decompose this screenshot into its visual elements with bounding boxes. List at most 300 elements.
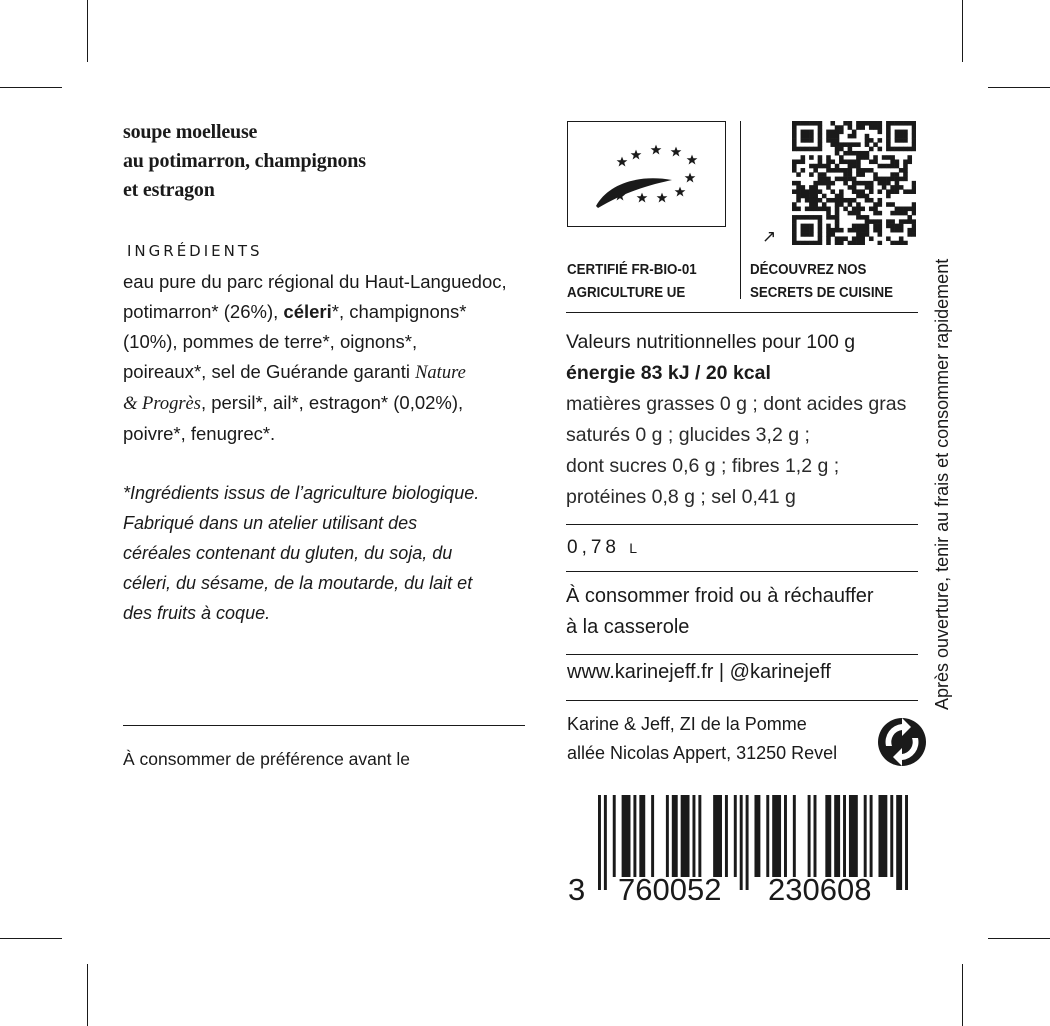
qr-module xyxy=(818,228,823,233)
qr-module xyxy=(907,159,912,164)
qr-module xyxy=(895,134,900,139)
qr-module xyxy=(830,228,835,233)
qr-module xyxy=(801,134,806,139)
qr-module xyxy=(903,138,908,143)
qr-module xyxy=(796,185,801,190)
qr-module xyxy=(856,151,861,156)
qr-module xyxy=(809,232,814,237)
qr-module xyxy=(882,181,887,186)
qr-module xyxy=(869,198,874,203)
barcode-bar xyxy=(896,795,902,890)
qr-module xyxy=(852,159,857,164)
qr-module xyxy=(852,177,857,182)
qr-module xyxy=(912,219,916,224)
qr-module xyxy=(813,215,818,220)
qr-module xyxy=(809,130,814,135)
qr-module xyxy=(826,177,831,182)
barcode-bar xyxy=(825,795,831,877)
qr-module xyxy=(912,232,916,237)
qr-module xyxy=(856,164,861,169)
barcode-bar xyxy=(878,795,887,877)
qr-module xyxy=(826,215,831,220)
qr-module xyxy=(860,207,865,212)
qr-module xyxy=(835,198,840,203)
qr-module xyxy=(865,232,870,237)
qr-module xyxy=(826,211,831,216)
qr-module xyxy=(843,236,848,241)
note-line: Fabriqué dans un atelier utilisant des xyxy=(123,513,418,533)
barcode-bar xyxy=(905,795,908,890)
qr-module xyxy=(805,194,810,199)
qr-module xyxy=(792,134,797,139)
qr-module xyxy=(805,224,810,229)
qr-module xyxy=(856,172,861,177)
qr-module xyxy=(830,121,835,126)
qr-module xyxy=(890,164,895,169)
qr-module xyxy=(886,177,891,182)
qr-module xyxy=(912,130,916,135)
qr-module xyxy=(912,228,916,233)
qr-module xyxy=(848,202,853,207)
qr-module xyxy=(865,185,870,190)
qr-module xyxy=(818,189,823,194)
crop-mark xyxy=(962,964,963,1026)
qr-module xyxy=(852,236,857,241)
qr-module xyxy=(818,134,823,139)
qr-module xyxy=(818,147,823,152)
qr-module xyxy=(895,147,900,152)
qr-module xyxy=(805,121,810,126)
qr-module xyxy=(843,207,848,212)
qr-module xyxy=(886,155,891,160)
qr-module xyxy=(912,211,916,216)
qr-module xyxy=(835,138,840,143)
qr-module xyxy=(801,185,806,190)
qr-module xyxy=(848,164,853,169)
qr-module xyxy=(826,168,831,173)
barcode-bar xyxy=(598,795,601,890)
qr-module xyxy=(848,142,853,147)
qr-module xyxy=(835,142,840,147)
qr-module xyxy=(835,125,840,130)
qr-module xyxy=(801,168,806,173)
qr-module xyxy=(865,138,870,143)
barcode-bar xyxy=(808,795,811,877)
qr-module xyxy=(826,198,831,203)
ingredients-line: (10%), pommes de terre*, oignons*, xyxy=(123,331,418,352)
qr-module xyxy=(792,219,797,224)
qr-module xyxy=(848,147,853,152)
qr-module xyxy=(856,236,861,241)
divider xyxy=(566,654,918,655)
arrow-icon: ↗ xyxy=(762,227,777,247)
barcode-bar xyxy=(613,795,616,877)
qr-module xyxy=(813,207,818,212)
qr-module xyxy=(848,177,853,182)
divider xyxy=(566,700,918,701)
qr-module xyxy=(878,130,883,135)
qr-module xyxy=(801,159,806,164)
qr-module xyxy=(912,125,916,130)
crop-mark xyxy=(962,0,963,62)
barcode-bar xyxy=(843,795,846,877)
volume-unit: L xyxy=(629,540,642,556)
title-line: soupe moelleuse xyxy=(123,121,258,143)
qr-module xyxy=(856,207,861,212)
qr-module xyxy=(801,194,806,199)
allergen-note xyxy=(123,478,533,628)
qr-module xyxy=(813,181,818,186)
qr-module xyxy=(856,202,861,207)
qr-module xyxy=(852,185,857,190)
qr-module xyxy=(792,224,797,229)
qr-module xyxy=(826,236,831,241)
qr-module xyxy=(792,241,797,245)
qr-module xyxy=(839,236,844,241)
qr-module xyxy=(813,194,818,199)
qr-module xyxy=(907,155,912,160)
qr-module xyxy=(886,130,891,135)
qr-module xyxy=(903,219,908,224)
qr-module xyxy=(839,142,844,147)
qr-module xyxy=(873,219,878,224)
qr-module xyxy=(822,172,827,177)
qr-module xyxy=(890,224,895,229)
qr-module xyxy=(890,241,895,245)
ingredients-line: potimarron* (26%), céleri*, champignons* xyxy=(123,301,467,322)
qr-module xyxy=(826,224,831,229)
note-line: céréales contenant du gluten, du soja, du xyxy=(123,543,453,563)
qr-module xyxy=(869,207,874,212)
qr-module xyxy=(869,168,874,173)
qr-module xyxy=(903,147,908,152)
qr-module xyxy=(839,177,844,182)
qr-module xyxy=(826,181,831,186)
qr-module xyxy=(865,142,870,147)
qr-module xyxy=(839,130,844,135)
crop-mark xyxy=(0,87,62,88)
qr-module xyxy=(865,224,870,229)
website-link[interactable]: www.karinejeff.fr | @karinejeff xyxy=(567,661,831,683)
qr-module xyxy=(835,211,840,216)
qr-module xyxy=(852,142,857,147)
qr-module xyxy=(822,177,827,182)
qr-module xyxy=(792,125,797,130)
qr-module xyxy=(818,142,823,147)
qr-module xyxy=(852,241,857,245)
qr-module xyxy=(835,215,840,220)
qr-module xyxy=(843,198,848,203)
ingredients-line: poireaux*, sel de Guérande garanti Nature xyxy=(123,361,466,383)
qr-module xyxy=(899,219,904,224)
qr-module xyxy=(801,147,806,152)
qr-module xyxy=(873,177,878,182)
nutrition-line: matières grasses 0 g ; dont acides gras xyxy=(566,393,907,415)
qr-module xyxy=(848,151,853,156)
qr-module xyxy=(886,181,891,186)
qr-module xyxy=(848,121,853,126)
barcode-bar xyxy=(725,795,728,877)
qr-module xyxy=(818,121,823,126)
qr-module xyxy=(878,241,883,245)
qr-module xyxy=(899,130,904,135)
qr-module xyxy=(895,211,900,216)
nutrition-line: dont sucres 0,6 g ; fibres 1,2 g ; xyxy=(566,455,840,477)
qr-module xyxy=(890,211,895,216)
qr-module xyxy=(792,130,797,135)
barcode-bar xyxy=(772,795,781,877)
qr-module xyxy=(852,224,857,229)
qr-module xyxy=(899,168,904,173)
qr-module xyxy=(805,228,810,233)
qr-module xyxy=(890,202,895,207)
qr-module xyxy=(813,164,818,169)
qr-module xyxy=(860,236,865,241)
qr-module xyxy=(912,134,916,139)
qr-module xyxy=(852,211,857,216)
barcode-bar xyxy=(740,795,743,890)
qr-module xyxy=(818,198,823,203)
qr-module xyxy=(792,202,797,207)
qr-module xyxy=(801,138,806,143)
qr-module xyxy=(818,236,823,241)
qr-module xyxy=(878,202,883,207)
qr-module xyxy=(878,177,883,182)
qr-module xyxy=(809,172,814,177)
qr-module xyxy=(912,224,916,229)
barcode-bar xyxy=(834,795,840,877)
qr-module xyxy=(830,138,835,143)
qr-module xyxy=(890,189,895,194)
qr-module xyxy=(792,159,797,164)
qr-module xyxy=(818,130,823,135)
qr-module xyxy=(886,194,891,199)
qr-module xyxy=(856,121,861,126)
qr-module xyxy=(886,202,891,207)
qr-module xyxy=(830,142,835,147)
qr-module xyxy=(912,189,916,194)
cert-line: CERTIFIÉ FR-BIO-01 xyxy=(567,262,697,278)
qr-module xyxy=(860,155,865,160)
qr-module xyxy=(835,151,840,156)
qr-module xyxy=(865,219,870,224)
qr-module xyxy=(805,215,810,220)
qr-module xyxy=(895,189,900,194)
qr-module xyxy=(818,155,823,160)
qr-module xyxy=(865,181,870,186)
qr-module xyxy=(809,164,814,169)
qr-module xyxy=(890,177,895,182)
qr-module xyxy=(869,147,874,152)
qr-module xyxy=(801,228,806,233)
qr-module xyxy=(813,147,818,152)
qr-module xyxy=(796,181,801,186)
divider xyxy=(740,121,741,299)
qr-module xyxy=(860,241,865,245)
qr-module xyxy=(839,147,844,152)
qr-code xyxy=(792,121,916,245)
qr-module xyxy=(895,121,900,126)
qr-module xyxy=(822,202,827,207)
qr-module xyxy=(792,207,797,212)
qr-module xyxy=(895,228,900,233)
qr-module xyxy=(835,241,840,245)
qr-module xyxy=(860,228,865,233)
qr-module xyxy=(903,241,908,245)
qr-module xyxy=(792,228,797,233)
qr-module xyxy=(792,164,797,169)
qr-module xyxy=(856,142,861,147)
qr-module xyxy=(852,181,857,186)
qr-module xyxy=(818,241,823,245)
qr-module xyxy=(818,172,823,177)
qr-module xyxy=(865,151,870,156)
qr-module xyxy=(792,142,797,147)
qr-module xyxy=(907,189,912,194)
qr-module xyxy=(796,147,801,152)
qr-module xyxy=(907,121,912,126)
qr-module xyxy=(818,219,823,224)
qr-module xyxy=(830,232,835,237)
qr-module xyxy=(899,241,904,245)
qr-module xyxy=(856,168,861,173)
barcode-bar xyxy=(849,795,858,877)
qr-module xyxy=(878,164,883,169)
qr-module xyxy=(830,198,835,203)
barcode-bar xyxy=(698,795,701,877)
qr-module xyxy=(873,228,878,233)
barcode-bar xyxy=(864,795,867,877)
qr-module xyxy=(848,185,853,190)
qr-module xyxy=(843,177,848,182)
qr-module xyxy=(809,202,814,207)
qr-module xyxy=(878,181,883,186)
qr-module xyxy=(826,241,831,245)
qr-module xyxy=(852,207,857,212)
qr-module xyxy=(852,228,857,233)
qr-module xyxy=(907,215,912,220)
qr-module xyxy=(792,147,797,152)
barcode-bar xyxy=(672,795,678,877)
qr-module xyxy=(830,159,835,164)
qr-module xyxy=(796,198,801,203)
ingredients-list xyxy=(123,267,538,449)
qr-module xyxy=(895,207,900,212)
qr-module xyxy=(830,181,835,186)
qr-module xyxy=(886,224,891,229)
qr-module xyxy=(890,155,895,160)
qr-module xyxy=(873,172,878,177)
qr-module xyxy=(895,224,900,229)
qr-module xyxy=(822,194,827,199)
qr-module xyxy=(809,194,814,199)
qr-module xyxy=(869,125,874,130)
qr-module xyxy=(805,134,810,139)
qr-module xyxy=(895,241,900,245)
qr-module xyxy=(826,134,831,139)
qr-module xyxy=(899,228,904,233)
qr-module xyxy=(792,138,797,143)
usage-line: À consommer froid ou à réchauffer xyxy=(566,585,874,607)
qr-module xyxy=(835,134,840,139)
qr-module xyxy=(873,155,878,160)
qr-module xyxy=(895,172,900,177)
qr-module xyxy=(801,241,806,245)
qr-module xyxy=(835,168,840,173)
qr-module xyxy=(869,236,874,241)
qr-module xyxy=(848,172,853,177)
qr-module xyxy=(792,215,797,220)
qr-module xyxy=(869,121,874,126)
qr-module xyxy=(809,155,814,160)
usage-instructions xyxy=(566,581,926,643)
qr-module xyxy=(818,232,823,237)
qr-module xyxy=(826,228,831,233)
qr-module xyxy=(801,224,806,229)
qr-cta-line: SECRETS DE CUISINE xyxy=(750,285,894,301)
qr-module xyxy=(809,207,814,212)
qr-module xyxy=(882,164,887,169)
qr-module xyxy=(856,232,861,237)
qr-module xyxy=(809,228,814,233)
qr-module xyxy=(839,228,844,233)
qr-module xyxy=(860,224,865,229)
qr-module xyxy=(899,121,904,126)
qr-module xyxy=(878,198,883,203)
ingredients-line: eau pure du parc régional du Haut-Languedoc, xyxy=(123,271,507,292)
qr-module xyxy=(899,211,904,216)
nutrition-line: saturés 0 g ; glucides 3,2 g ; xyxy=(566,424,810,446)
qr-module xyxy=(903,207,908,212)
qr-module xyxy=(860,121,865,126)
qr-module xyxy=(899,207,904,212)
barcode-bar xyxy=(793,795,796,877)
qr-module xyxy=(839,194,844,199)
qr-module xyxy=(835,164,840,169)
qr-module xyxy=(848,159,853,164)
barcode-bar xyxy=(784,795,787,877)
qr-module xyxy=(860,125,865,130)
volume xyxy=(567,537,641,559)
qr-module xyxy=(878,224,883,229)
ingredients-heading: INGRÉDIENTS xyxy=(127,242,263,260)
qr-module xyxy=(805,147,810,152)
qr-module xyxy=(869,159,874,164)
qr-module xyxy=(882,185,887,190)
qr-module xyxy=(843,168,848,173)
barcode-bar xyxy=(622,795,631,877)
qr-module xyxy=(809,189,814,194)
qr-module xyxy=(869,181,874,186)
qr-module xyxy=(865,168,870,173)
qr-module xyxy=(878,219,883,224)
qr-module xyxy=(873,207,878,212)
qr-module xyxy=(839,241,844,245)
qr-module xyxy=(865,134,870,139)
qr-module xyxy=(890,185,895,190)
barcode-bar xyxy=(870,795,873,877)
qr-module xyxy=(805,232,810,237)
qr-module xyxy=(813,202,818,207)
qr-module xyxy=(805,241,810,245)
producer-address xyxy=(567,710,837,768)
qr-module xyxy=(873,121,878,126)
qr-module xyxy=(860,181,865,186)
qr-module xyxy=(886,134,891,139)
barcode-right-digits: 230608 xyxy=(768,872,872,907)
qr-module xyxy=(796,189,801,194)
qr-module xyxy=(809,134,814,139)
